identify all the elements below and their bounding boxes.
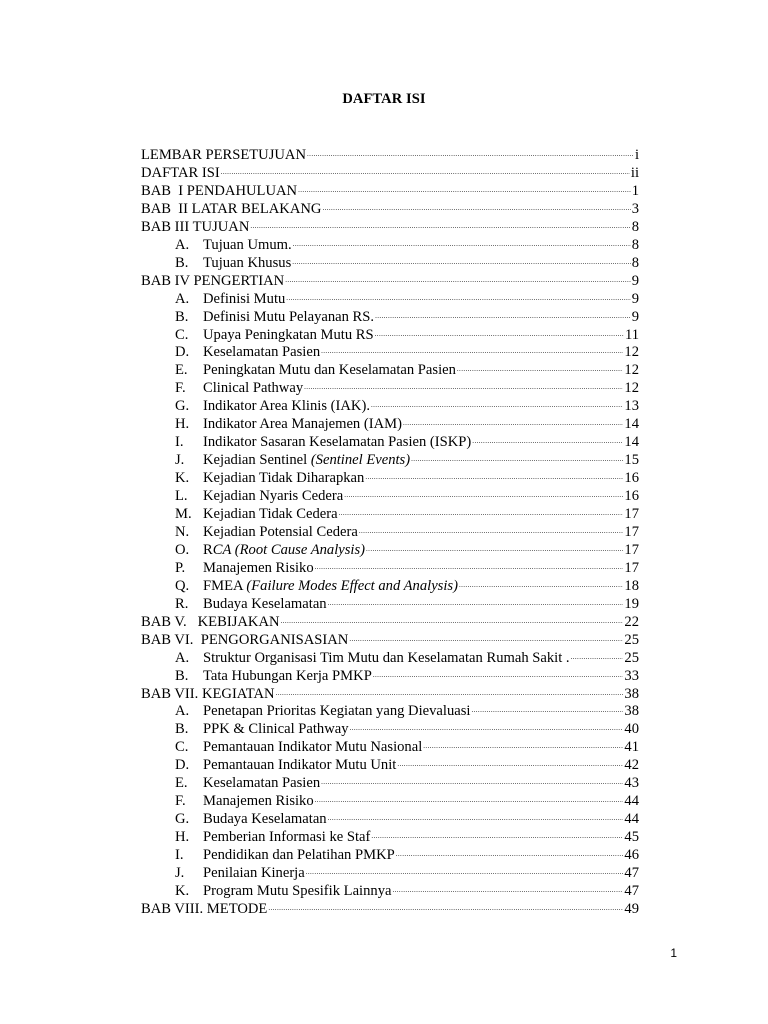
dot-leader xyxy=(371,830,623,842)
toc-entry-letter: P. xyxy=(175,559,186,576)
dot-leader xyxy=(349,633,623,645)
toc-entry-label xyxy=(141,900,267,918)
toc-entry-label xyxy=(175,523,358,541)
dot-leader xyxy=(350,722,624,734)
toc-entry-italic-text: (Failure Modes Effect and Analysis) xyxy=(246,577,458,594)
toc-entry-label xyxy=(175,290,285,308)
toc-entry[interactable] xyxy=(141,146,639,164)
toc-entry-page: 8 xyxy=(631,236,639,253)
dot-leader xyxy=(571,651,624,663)
toc-entry[interactable] xyxy=(175,415,639,433)
toc-entry[interactable] xyxy=(175,290,639,308)
toc-entry-text: BAB V. KEBIJAKAN xyxy=(141,613,280,630)
toc-entry-letter: N. xyxy=(175,523,190,540)
toc-entry-label xyxy=(141,218,249,236)
toc-entry-label xyxy=(175,882,391,900)
toc-entry-label xyxy=(175,738,422,756)
toc-entry-label xyxy=(175,720,349,738)
toc-entry-page: 45 xyxy=(624,829,639,846)
page-title: DAFTAR ISI xyxy=(342,91,426,107)
toc-entry-page: 3 xyxy=(631,200,639,217)
toc-entry-text: Indikator Area Manajemen (IAM) xyxy=(203,416,402,433)
toc-entry[interactable] xyxy=(141,900,639,918)
toc-entry-page: 25 xyxy=(624,649,639,666)
toc-entry[interactable] xyxy=(175,523,639,541)
toc-entry[interactable] xyxy=(175,308,639,326)
toc-entry-text: BAB VI. PENGORGANISASIAN xyxy=(141,631,349,648)
toc-entry-page: 16 xyxy=(624,470,639,487)
toc-entry-label xyxy=(175,236,292,254)
dot-leader xyxy=(396,848,624,860)
toc-entry-label xyxy=(175,595,327,613)
toc-entry[interactable] xyxy=(175,343,639,361)
toc-entry-page: ii xyxy=(630,164,639,181)
dot-leader xyxy=(472,435,623,447)
toc-entry-letter: B. xyxy=(175,667,189,684)
dot-leader xyxy=(403,417,623,429)
toc-entry-text: Manajemen Risiko xyxy=(203,793,314,810)
toc-entry-text: Budaya Keselamatan xyxy=(203,595,327,612)
toc-entry-text: BAB I PENDAHULUAN xyxy=(141,182,298,199)
dot-leader xyxy=(359,525,624,537)
dot-leader xyxy=(375,328,624,340)
toc-entry-page: 1 xyxy=(631,182,639,199)
toc-entry-label xyxy=(175,559,314,577)
toc-entry-letter: R. xyxy=(175,595,189,612)
toc-entry-label xyxy=(175,864,305,882)
toc-entry-page: 47 xyxy=(624,882,639,899)
toc-entry-letter: J. xyxy=(175,865,185,881)
toc-entry[interactable] xyxy=(175,882,639,900)
toc-entry[interactable] xyxy=(141,200,639,218)
toc-entry-letter: K. xyxy=(175,882,190,899)
toc-entry-label xyxy=(141,613,280,631)
toc-entry-letter: D. xyxy=(175,344,190,361)
toc-entry[interactable] xyxy=(175,397,639,415)
toc-entry-letter: E. xyxy=(175,775,188,792)
toc-entry-label xyxy=(141,631,348,649)
toc-entry-page: 8 xyxy=(631,218,639,235)
toc-entry-text: BAB VIII. METODE xyxy=(141,900,268,917)
toc-entry-letter: B. xyxy=(175,254,189,271)
toc-entry-text: LEMBAR PERSETUJUAN xyxy=(141,147,307,163)
toc-entry-text: PPK & Clinical Pathway xyxy=(203,721,349,738)
toc-entry-page: 16 xyxy=(624,488,639,505)
toc-entry-page: 15 xyxy=(624,452,639,469)
dot-leader xyxy=(304,381,623,393)
toc-entry[interactable] xyxy=(141,182,639,200)
toc-entry-label xyxy=(175,810,327,828)
toc-entry-label xyxy=(141,685,275,703)
dot-leader xyxy=(371,399,623,411)
dot-leader xyxy=(292,256,630,268)
toc-entry-text: DAFTAR ISI xyxy=(141,164,220,181)
dot-leader xyxy=(307,148,634,160)
toc-entry[interactable] xyxy=(175,361,639,379)
toc-entry-page: 9 xyxy=(631,308,639,325)
toc-entry-letter: E. xyxy=(175,362,188,379)
toc-entry-page: 25 xyxy=(624,631,639,648)
toc-entry-text: Upaya Peningkatan Mutu RS xyxy=(203,326,374,343)
toc-entry[interactable] xyxy=(141,631,639,649)
toc-entry-label xyxy=(175,343,320,361)
toc-entry-label xyxy=(175,397,370,415)
toc-entry-page: 17 xyxy=(624,523,639,540)
toc-entry-label xyxy=(141,164,220,182)
toc-entry-page: 8 xyxy=(631,254,639,271)
toc-entry-page: 19 xyxy=(624,595,639,612)
toc-entry-text: Kejadian Tidak Diharapkan xyxy=(203,470,365,487)
toc-entry[interactable] xyxy=(175,667,639,685)
toc-entry[interactable] xyxy=(175,792,639,810)
toc-entry-label xyxy=(175,361,456,379)
toc-entry-letter: B. xyxy=(175,308,189,325)
toc-entry-text: Indikator Area Klinis (IAK). xyxy=(203,398,370,415)
toc-entry-page: 11 xyxy=(624,326,639,343)
toc-entry[interactable] xyxy=(141,613,639,631)
toc-entry-label xyxy=(175,415,402,433)
toc-entry-text: Struktur Organisasi Tim Mutu dan Keselamatan Rumah Sakit . xyxy=(203,649,570,666)
toc-entry-text: Manajemen Risiko xyxy=(203,559,314,576)
page-number: 1 xyxy=(670,946,677,960)
toc-entry-letter: F. xyxy=(175,380,186,397)
dot-leader xyxy=(293,238,631,250)
toc-entry-page: 43 xyxy=(624,775,639,792)
dot-leader xyxy=(375,310,631,322)
toc-entry-text: Penilaian Kinerja xyxy=(203,865,305,881)
toc-entry-text: BAB IV PENGERTIAN xyxy=(141,272,285,289)
dot-leader xyxy=(423,740,623,752)
toc-entry-label xyxy=(141,200,321,218)
toc-entry-page: 12 xyxy=(624,380,639,397)
toc-entry-letter: H. xyxy=(175,829,190,846)
toc-entry-letter: F. xyxy=(175,793,186,810)
toc-entry-text: Indikator Sasaran Keselamatan Pasien (ISKP) xyxy=(203,434,472,451)
toc-entry-label xyxy=(175,505,338,523)
toc-entry-label xyxy=(175,433,471,451)
toc-entry-label xyxy=(175,451,410,469)
toc-entry[interactable] xyxy=(141,218,639,236)
toc-entry-label xyxy=(141,146,306,164)
toc-entry-page: 14 xyxy=(624,416,639,433)
toc-entry-page: 12 xyxy=(624,344,639,361)
toc-entry[interactable] xyxy=(175,720,639,738)
toc-entry[interactable] xyxy=(175,541,639,559)
toc-entry[interactable] xyxy=(175,254,639,272)
toc-entry[interactable] xyxy=(175,738,639,756)
toc-entry-text: BAB VII. KEGIATAN xyxy=(141,685,275,702)
toc-entry-page: 33 xyxy=(624,667,639,684)
toc-entry-page: 14 xyxy=(624,434,639,451)
dot-leader xyxy=(471,704,623,716)
toc-entry-text: FMEA xyxy=(203,577,247,594)
toc-entry[interactable] xyxy=(175,559,639,577)
toc-entry-text: Definisi Mutu xyxy=(203,290,286,307)
toc-entry-page: 17 xyxy=(624,559,639,576)
toc-entry-text: Kejadian Potensial Cedera xyxy=(203,523,358,540)
toc-entry[interactable] xyxy=(175,379,639,397)
toc-entry[interactable] xyxy=(175,846,639,864)
dot-leader xyxy=(286,292,630,304)
toc-entry-letter: A. xyxy=(175,649,190,666)
toc-entry-text: Pendidikan dan Pelatihan PMKP xyxy=(203,847,395,864)
toc-entry-page: 13 xyxy=(624,398,639,415)
toc-entry-text: Pemantauan Indikator Mutu Unit xyxy=(203,757,397,774)
toc-entry-label xyxy=(175,667,372,685)
toc-entry[interactable] xyxy=(175,577,639,595)
toc-entry-page: 22 xyxy=(624,613,639,630)
toc-entry[interactable] xyxy=(175,702,639,720)
dot-leader xyxy=(250,220,630,232)
toc-entry-page: 9 xyxy=(631,290,639,307)
toc-entry-label xyxy=(175,379,303,397)
toc-entry-label xyxy=(175,308,374,326)
dot-leader xyxy=(457,363,624,375)
toc-entry-label xyxy=(175,254,291,272)
toc-entry-page: 38 xyxy=(624,685,639,702)
toc-entry-label xyxy=(175,756,396,774)
toc-entry-letter: J. xyxy=(175,452,185,469)
toc-entry-label xyxy=(175,774,320,792)
toc-entry[interactable] xyxy=(141,685,639,703)
toc-entry-text: Budaya Keselamatan xyxy=(203,811,327,828)
toc-entry-label xyxy=(175,828,370,846)
dot-leader xyxy=(328,812,624,824)
toc-entry-letter: G. xyxy=(175,811,190,828)
dot-leader xyxy=(392,884,623,896)
toc-entry[interactable] xyxy=(175,828,639,846)
toc-entry[interactable] xyxy=(175,649,639,667)
toc-entry-label xyxy=(175,469,364,487)
toc-entry[interactable] xyxy=(175,451,639,469)
toc-entry-italic-text: CA (Root Cause Analysis) xyxy=(212,541,366,558)
toc-entry-italic-text: (Sentinel Events) xyxy=(310,452,411,469)
toc-entry-letter: C. xyxy=(175,326,189,343)
dot-leader xyxy=(285,274,631,286)
toc-entry-letter: A. xyxy=(175,703,190,720)
toc-entry-text: Kejadian Tidak Cedera xyxy=(203,506,338,522)
toc-entry-text: BAB II LATAR BELAKANG xyxy=(141,200,322,217)
toc-entry-text: Penetapan Prioritas Kegiatan yang Dievaluasi xyxy=(203,703,471,720)
dot-leader xyxy=(321,776,623,788)
toc-entry-label xyxy=(175,846,395,864)
toc-entry-text: Pemantauan Indikator Mutu Nasional xyxy=(203,739,423,756)
toc-entry-page: 41 xyxy=(624,739,639,756)
dot-leader xyxy=(328,597,624,609)
toc-entry-page: 44 xyxy=(624,793,639,810)
toc-entry-text: Kejadian Sentinel xyxy=(203,452,311,469)
toc-entry-letter: D. xyxy=(175,757,190,774)
dot-leader xyxy=(315,794,624,806)
dot-leader xyxy=(339,507,624,519)
dot-leader xyxy=(344,489,623,501)
toc-entry-label xyxy=(175,487,343,505)
toc-entry-letter: L. xyxy=(175,488,188,505)
toc-entry-label xyxy=(175,792,314,810)
toc-entry-label xyxy=(175,649,570,667)
toc-entry[interactable] xyxy=(175,433,639,451)
toc-entry-letter: I. xyxy=(175,847,184,864)
toc-entry[interactable] xyxy=(141,272,639,290)
toc-entry[interactable] xyxy=(141,164,639,182)
dot-leader xyxy=(397,758,623,770)
toc-entry-letter: Q. xyxy=(175,577,190,594)
toc-entry[interactable] xyxy=(175,487,639,505)
dot-leader xyxy=(268,902,623,914)
dot-leader xyxy=(276,687,624,699)
toc-entry-letter: H. xyxy=(175,416,190,433)
toc-entry-page: i xyxy=(634,147,639,163)
toc-entry-page: 46 xyxy=(624,847,639,864)
toc-entry-page: 47 xyxy=(624,865,639,881)
toc-entry-letter: K. xyxy=(175,470,190,487)
toc-entry-letter: A. xyxy=(175,236,190,253)
toc-entry-page: 17 xyxy=(624,541,639,558)
toc-entry-text: Peningkatan Mutu dan Keselamatan Pasien xyxy=(203,362,456,379)
toc-entry-page: 40 xyxy=(624,721,639,738)
toc-entry[interactable] xyxy=(175,756,639,774)
toc-entry-letter: M. xyxy=(175,506,192,522)
toc-entry-text: Tujuan Umum. xyxy=(203,236,292,253)
dot-leader xyxy=(411,453,623,465)
toc-entry-page: 12 xyxy=(624,362,639,379)
toc-entry-letter: B. xyxy=(175,721,189,738)
toc-entry[interactable] xyxy=(175,326,639,344)
toc-entry-page: 42 xyxy=(624,757,639,774)
toc-entry-label xyxy=(141,182,297,200)
toc-entry-page: 17 xyxy=(624,506,639,522)
toc-entry-label xyxy=(175,326,374,344)
toc-entry[interactable] xyxy=(175,774,639,792)
toc-entry-letter: O. xyxy=(175,541,190,558)
toc-entry-text: Clinical Pathway xyxy=(203,380,304,397)
toc-entry[interactable] xyxy=(175,236,639,254)
toc-entry-text: Tata Hubungan Kerja PMKP xyxy=(203,667,372,684)
toc-entry-text: Program Mutu Spesifik Lainnya xyxy=(203,882,392,899)
dot-leader xyxy=(281,615,624,627)
dot-leader xyxy=(365,471,623,483)
toc-entry-text: Kejadian Nyaris Cedera xyxy=(203,488,344,505)
toc-entry-page: 9 xyxy=(631,272,639,289)
toc-entry-page: 18 xyxy=(624,577,639,594)
dot-leader xyxy=(373,669,624,681)
dot-leader xyxy=(298,184,631,196)
dot-leader xyxy=(322,202,630,214)
toc-entry-letter: G. xyxy=(175,398,190,415)
dot-leader xyxy=(366,543,623,555)
toc-entry-text: R xyxy=(203,541,213,558)
toc-entry-letter: C. xyxy=(175,739,189,756)
toc-entry-letter: A. xyxy=(175,290,190,307)
toc-entry[interactable] xyxy=(175,864,639,882)
toc-entry-text: Definisi Mutu Pelayanan RS. xyxy=(203,308,375,325)
toc-entry-label xyxy=(175,702,470,720)
dot-leader xyxy=(306,866,624,878)
dot-leader xyxy=(321,345,623,357)
toc-entry-label xyxy=(141,272,284,290)
toc-entry-text: Keselamatan Pasien xyxy=(203,775,321,792)
toc-entry-text: Tujuan Khusus xyxy=(203,254,292,271)
toc-entry-label xyxy=(175,577,458,595)
toc-entry-text: Keselamatan Pasien xyxy=(203,344,321,361)
toc-entry-page: 49 xyxy=(624,900,639,917)
toc-entry-text: Pemberian Informasi ke Staf xyxy=(203,829,371,846)
toc-entry-label xyxy=(175,541,365,559)
toc-entry[interactable] xyxy=(175,505,639,523)
toc-entry-letter: I. xyxy=(175,434,184,451)
toc-entry-text: BAB III TUJUAN xyxy=(141,218,250,235)
toc-entry-page: 38 xyxy=(624,703,639,720)
toc-entry[interactable] xyxy=(175,469,639,487)
dot-leader xyxy=(315,561,624,573)
dot-leader xyxy=(221,166,630,178)
toc-entry-page: 44 xyxy=(624,811,639,828)
toc-entry[interactable] xyxy=(175,810,639,828)
toc-entry[interactable] xyxy=(175,595,639,613)
dot-leader xyxy=(459,579,623,591)
